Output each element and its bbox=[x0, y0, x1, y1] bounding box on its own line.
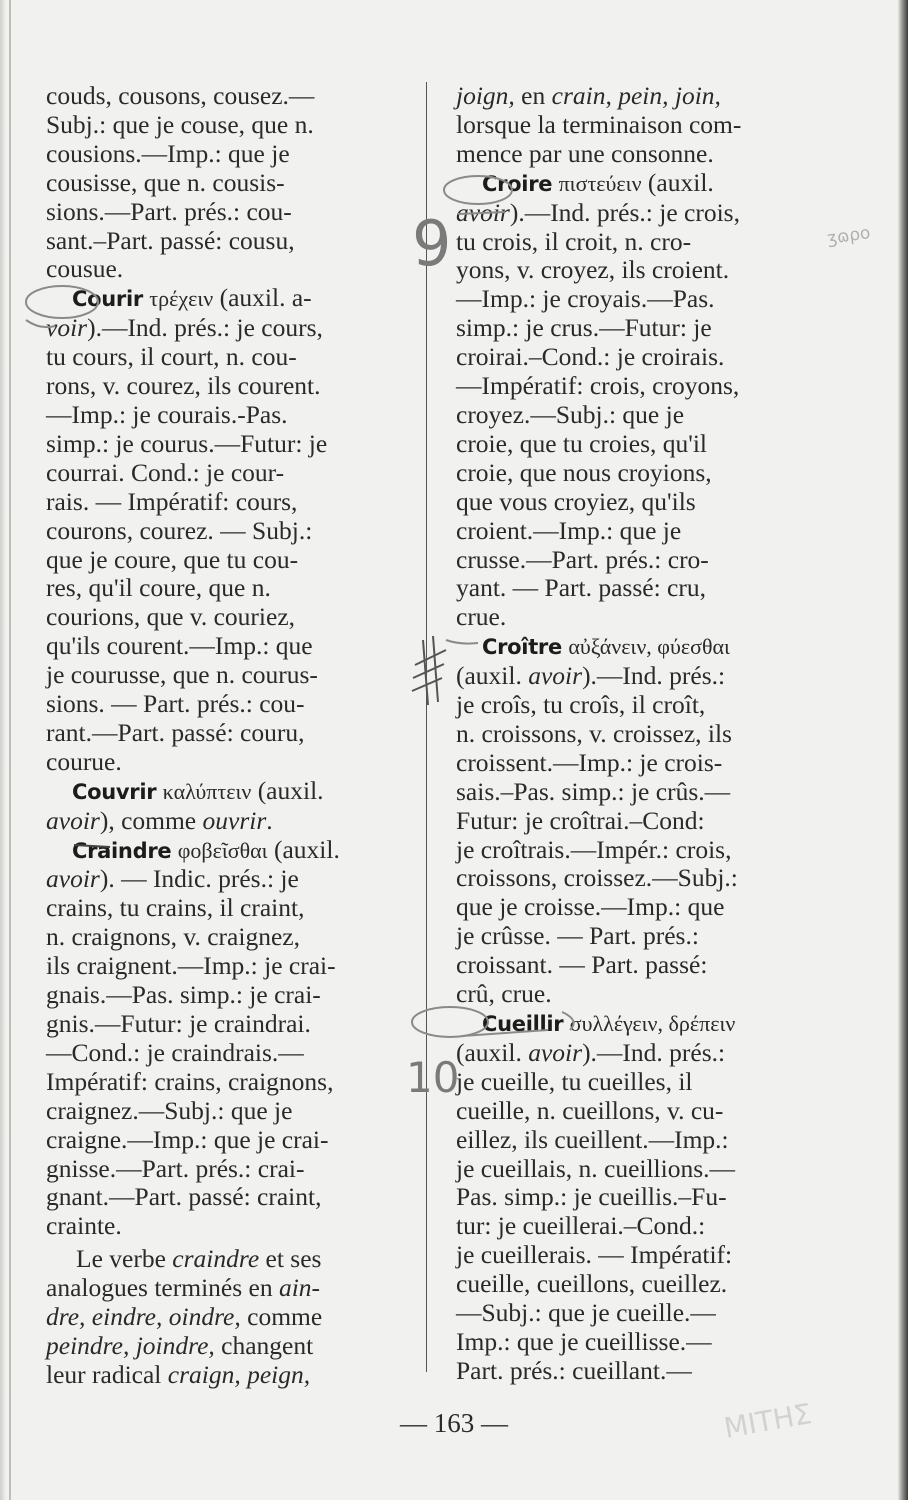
italic-word: avoir bbox=[528, 661, 583, 691]
text-line: craignez.—Subj.: que je bbox=[46, 1095, 293, 1125]
text-line: je cueille, tu cueilles, il bbox=[456, 1066, 693, 1096]
text-line: crû, crue. bbox=[456, 979, 552, 1009]
text-line: crue. bbox=[456, 602, 507, 632]
headword: Couvrir bbox=[72, 779, 157, 804]
text-line: n. craignons, v. craignez, bbox=[46, 922, 300, 952]
text-line bbox=[456, 199, 802, 228]
text-line: yons, v. croyez, ils croient. bbox=[456, 255, 730, 285]
text-line: ils craignent.—Imp.: je crai- bbox=[46, 951, 336, 981]
text-line bbox=[46, 865, 392, 894]
text-line: courons, courez. — Subj.: bbox=[46, 515, 313, 545]
text-line: courrai. Cond.: je cour- bbox=[46, 457, 285, 487]
text-line: que vous croyiez, qu'ils bbox=[456, 486, 696, 516]
text-line: (auxil. a- bbox=[219, 283, 312, 313]
text-line: mence par une consonne. bbox=[456, 138, 714, 168]
text-line: simp.: je courus.—Futur: je bbox=[46, 428, 328, 458]
text-line: courue. bbox=[46, 746, 122, 776]
page-number: — 163 — bbox=[400, 1408, 508, 1438]
text-line: qu'ils courent.—Imp.: que bbox=[46, 631, 313, 661]
text-span: analogues terminés en bbox=[46, 1273, 273, 1303]
text-line bbox=[456, 1039, 802, 1068]
entry-cueillir bbox=[456, 1009, 802, 1039]
text-line: cousions.—Imp.: que je bbox=[46, 138, 290, 168]
text-line: crusse.—Part. prés.: cro- bbox=[456, 544, 709, 574]
text-span: (auxil. bbox=[456, 661, 522, 691]
text-line: gnant.—Part. passé: craint, bbox=[46, 1182, 322, 1212]
italic-word: avoir bbox=[46, 864, 100, 894]
text-line: —Impératif: crois, croyons, bbox=[456, 371, 740, 401]
text-span: leur radical bbox=[46, 1359, 162, 1389]
text-line: (auxil. bbox=[273, 834, 340, 864]
text-line: crainte. bbox=[46, 1211, 122, 1241]
pencil-margin-note: ʒɷρο bbox=[825, 223, 872, 249]
italic-word: avoir bbox=[528, 1037, 583, 1067]
text-line: croissent.—Imp.: je crois- bbox=[456, 747, 723, 777]
italic-word: voir bbox=[46, 313, 88, 343]
text-line: croirai.–Cond.: je croirais. bbox=[456, 342, 725, 372]
text-line bbox=[46, 1303, 392, 1332]
italic-word: avoir bbox=[46, 805, 100, 835]
entry-croitre bbox=[456, 632, 802, 662]
text-line: gnis.—Futur: je craindrai. bbox=[46, 1009, 311, 1038]
text-line: couds, cousons, cousez.— bbox=[46, 81, 315, 110]
entry-couvrir bbox=[46, 777, 392, 807]
text-line: croyez.—Subj.: que je bbox=[456, 399, 685, 429]
text-line: rant.—Part. passé: couru, bbox=[46, 717, 305, 747]
text-line bbox=[46, 1332, 392, 1361]
text-line: je croîtrais.—Impér.: crois, bbox=[456, 834, 732, 864]
text-line: que je coure, que tu cou- bbox=[46, 544, 299, 574]
text-line: Futur: je croîtrai.–Cond: bbox=[456, 805, 705, 835]
text-span: et ses bbox=[265, 1244, 322, 1274]
text-span: comme bbox=[247, 1302, 323, 1332]
text-line: cousisse, que n. cousis- bbox=[46, 167, 285, 197]
italic-word: avoir bbox=[456, 197, 510, 227]
headword: Cueillir bbox=[482, 1012, 564, 1036]
text-line: craigne.—Imp.: que je crai- bbox=[46, 1124, 329, 1154]
greek-translation: πιστεύειν bbox=[558, 170, 642, 196]
text-line: Subj.: que je couse, que n. bbox=[46, 109, 314, 139]
text-line: sant.–Part. passé: cousu, bbox=[46, 225, 295, 255]
text-line: croie, que tu croies, qu'il bbox=[456, 428, 708, 458]
text-line: (auxil. bbox=[647, 167, 714, 197]
pencil-hash-mark bbox=[412, 636, 446, 705]
greek-translation: αὐξάνειν, φύεσθαι bbox=[568, 634, 730, 660]
text-line: je courusse, que n. courus- bbox=[46, 660, 318, 690]
headword: Croître bbox=[482, 635, 562, 660]
text-line: res, qu'il coure, que n. bbox=[46, 573, 271, 603]
text-line-rest: ). — Indic. prés.: je bbox=[99, 864, 299, 894]
punctuation: . bbox=[266, 805, 273, 835]
text-line: courions, que v. couriez, bbox=[46, 602, 296, 632]
text-span: en bbox=[521, 81, 546, 110]
text-line: Part. prés.: cueillant.— bbox=[456, 1355, 692, 1385]
italic-word: peindre, joindre, bbox=[46, 1330, 215, 1360]
text-line: tu crois, il croit, n. cro- bbox=[456, 226, 692, 256]
italic-word: joign, bbox=[456, 81, 515, 110]
text-line-rest: ).—Ind. prés.: bbox=[582, 661, 726, 691]
page-edge-shadow bbox=[898, 0, 908, 1500]
text-line: je crûsse. — Part. prés.: bbox=[456, 921, 699, 951]
text-line: crains, tu crains, il craint, bbox=[46, 893, 305, 923]
text-line: gnais.—Pas. simp.: je crai- bbox=[46, 980, 321, 1010]
text-line: —Subj.: que je cueille.— bbox=[456, 1298, 716, 1328]
text-line bbox=[456, 82, 802, 111]
greek-translation: καλύπτειν bbox=[162, 778, 252, 804]
text-line: cueille, cueillons, cueillez. bbox=[456, 1269, 728, 1299]
headword: Courir bbox=[72, 287, 143, 312]
text-line: Imp.: que je cueillisse.— bbox=[456, 1326, 712, 1356]
text-line: je cueillerais. — Impératif: bbox=[456, 1240, 733, 1270]
text-line-rest: ), comme bbox=[99, 805, 197, 835]
text-line bbox=[46, 807, 392, 836]
text-line: —Imp.: je croyais.—Pas. bbox=[456, 284, 715, 314]
text-line: croissant. — Part. passé: bbox=[456, 950, 708, 980]
text-line bbox=[46, 314, 392, 343]
italic-word: crain, pein, join, bbox=[551, 81, 721, 110]
text-line-rest: ).—Ind. prés.: je crois, bbox=[509, 197, 740, 227]
text-line: yant. — Part. passé: cru, bbox=[456, 573, 706, 603]
text-span: (auxil. bbox=[456, 1037, 522, 1067]
right-column bbox=[456, 82, 802, 1386]
text-line: simp.: je crus.—Futur: je bbox=[456, 313, 712, 343]
left-column bbox=[46, 82, 392, 1390]
text-line: Impératif: crains, craignons, bbox=[46, 1066, 334, 1096]
headword: Craindre bbox=[72, 838, 172, 863]
column-divider bbox=[426, 82, 427, 1372]
text-line: croissons, croissez.—Subj.: bbox=[456, 863, 738, 893]
text-line: (auxil. bbox=[257, 775, 324, 805]
italic-word: dre, eindre, oindre, bbox=[46, 1302, 241, 1332]
text-line: tur: je cueillerai.–Cond.: bbox=[456, 1211, 706, 1241]
text-line: croient.—Imp.: que je bbox=[456, 515, 682, 545]
text-line: cousue. bbox=[46, 254, 124, 284]
pencil-number-9: 9 bbox=[412, 207, 452, 280]
text-line: tu cours, il court, n. cou- bbox=[46, 342, 297, 372]
text-line bbox=[46, 1361, 392, 1390]
text-line: lorsque la terminaison com- bbox=[456, 109, 742, 139]
greek-translation: τρέχειν bbox=[149, 286, 214, 312]
text-line: sions. — Part. prés.: cou- bbox=[46, 689, 305, 719]
italic-word: craindre bbox=[172, 1244, 260, 1274]
greek-translation: συλλέγειν, δρέπειν bbox=[569, 1011, 736, 1036]
entry-courir bbox=[46, 284, 392, 314]
text-line bbox=[46, 1274, 392, 1303]
italic-word: ouvrir bbox=[202, 805, 267, 835]
text-span: changent bbox=[221, 1330, 314, 1360]
entry-croire bbox=[456, 169, 802, 199]
binding-edge bbox=[0, 0, 6, 1500]
pencil-number-10: 10 bbox=[406, 1053, 460, 1102]
pencil-faint-note: ΜΙΤΗΣ bbox=[721, 1397, 815, 1445]
text-line: je cueillais, n. cueillions.— bbox=[456, 1153, 736, 1183]
text-span: Le verbe bbox=[76, 1244, 166, 1274]
text-line: je croîs, tu croîs, il croît, bbox=[456, 690, 706, 720]
italic-word: ain- bbox=[278, 1273, 321, 1303]
text-line: sais.–Pas. simp.: je crûs.— bbox=[456, 776, 731, 806]
text-line: Pas. simp.: je cueillis.–Fu- bbox=[456, 1182, 727, 1212]
text-line: n. croissons, v. croissez, ils bbox=[456, 718, 732, 748]
text-line: rais. — Impératif: cours, bbox=[46, 486, 298, 516]
text-line: eillez, ils cueillent.—Imp.: bbox=[456, 1124, 729, 1154]
text-line: croie, que nous croyions, bbox=[456, 457, 712, 487]
text-line: sions.—Part. prés.: cou- bbox=[46, 196, 292, 226]
italic-word: craign, peign, bbox=[167, 1359, 311, 1389]
text-line: gnisse.—Part. prés.: crai- bbox=[46, 1153, 305, 1183]
text-line: que je croisse.—Imp.: que bbox=[456, 892, 725, 922]
note-paragraph bbox=[46, 1245, 392, 1274]
text-line-rest: ).—Ind. prés.: bbox=[582, 1037, 726, 1067]
text-line: —Imp.: je courais.-Pas. bbox=[46, 399, 288, 429]
text-line: rons, v. courez, ils courent. bbox=[46, 371, 321, 401]
text-line: cueille, n. cueillons, v. cu- bbox=[456, 1095, 724, 1125]
entry-craindre bbox=[46, 836, 392, 866]
text-line-rest: ).—Ind. prés.: je cours, bbox=[87, 313, 323, 343]
text-line bbox=[456, 662, 802, 691]
text-line: —Cond.: je craindrais.— bbox=[46, 1037, 304, 1067]
headword: Croire bbox=[482, 171, 553, 196]
greek-translation: φοβεῖσθαι bbox=[177, 837, 268, 863]
